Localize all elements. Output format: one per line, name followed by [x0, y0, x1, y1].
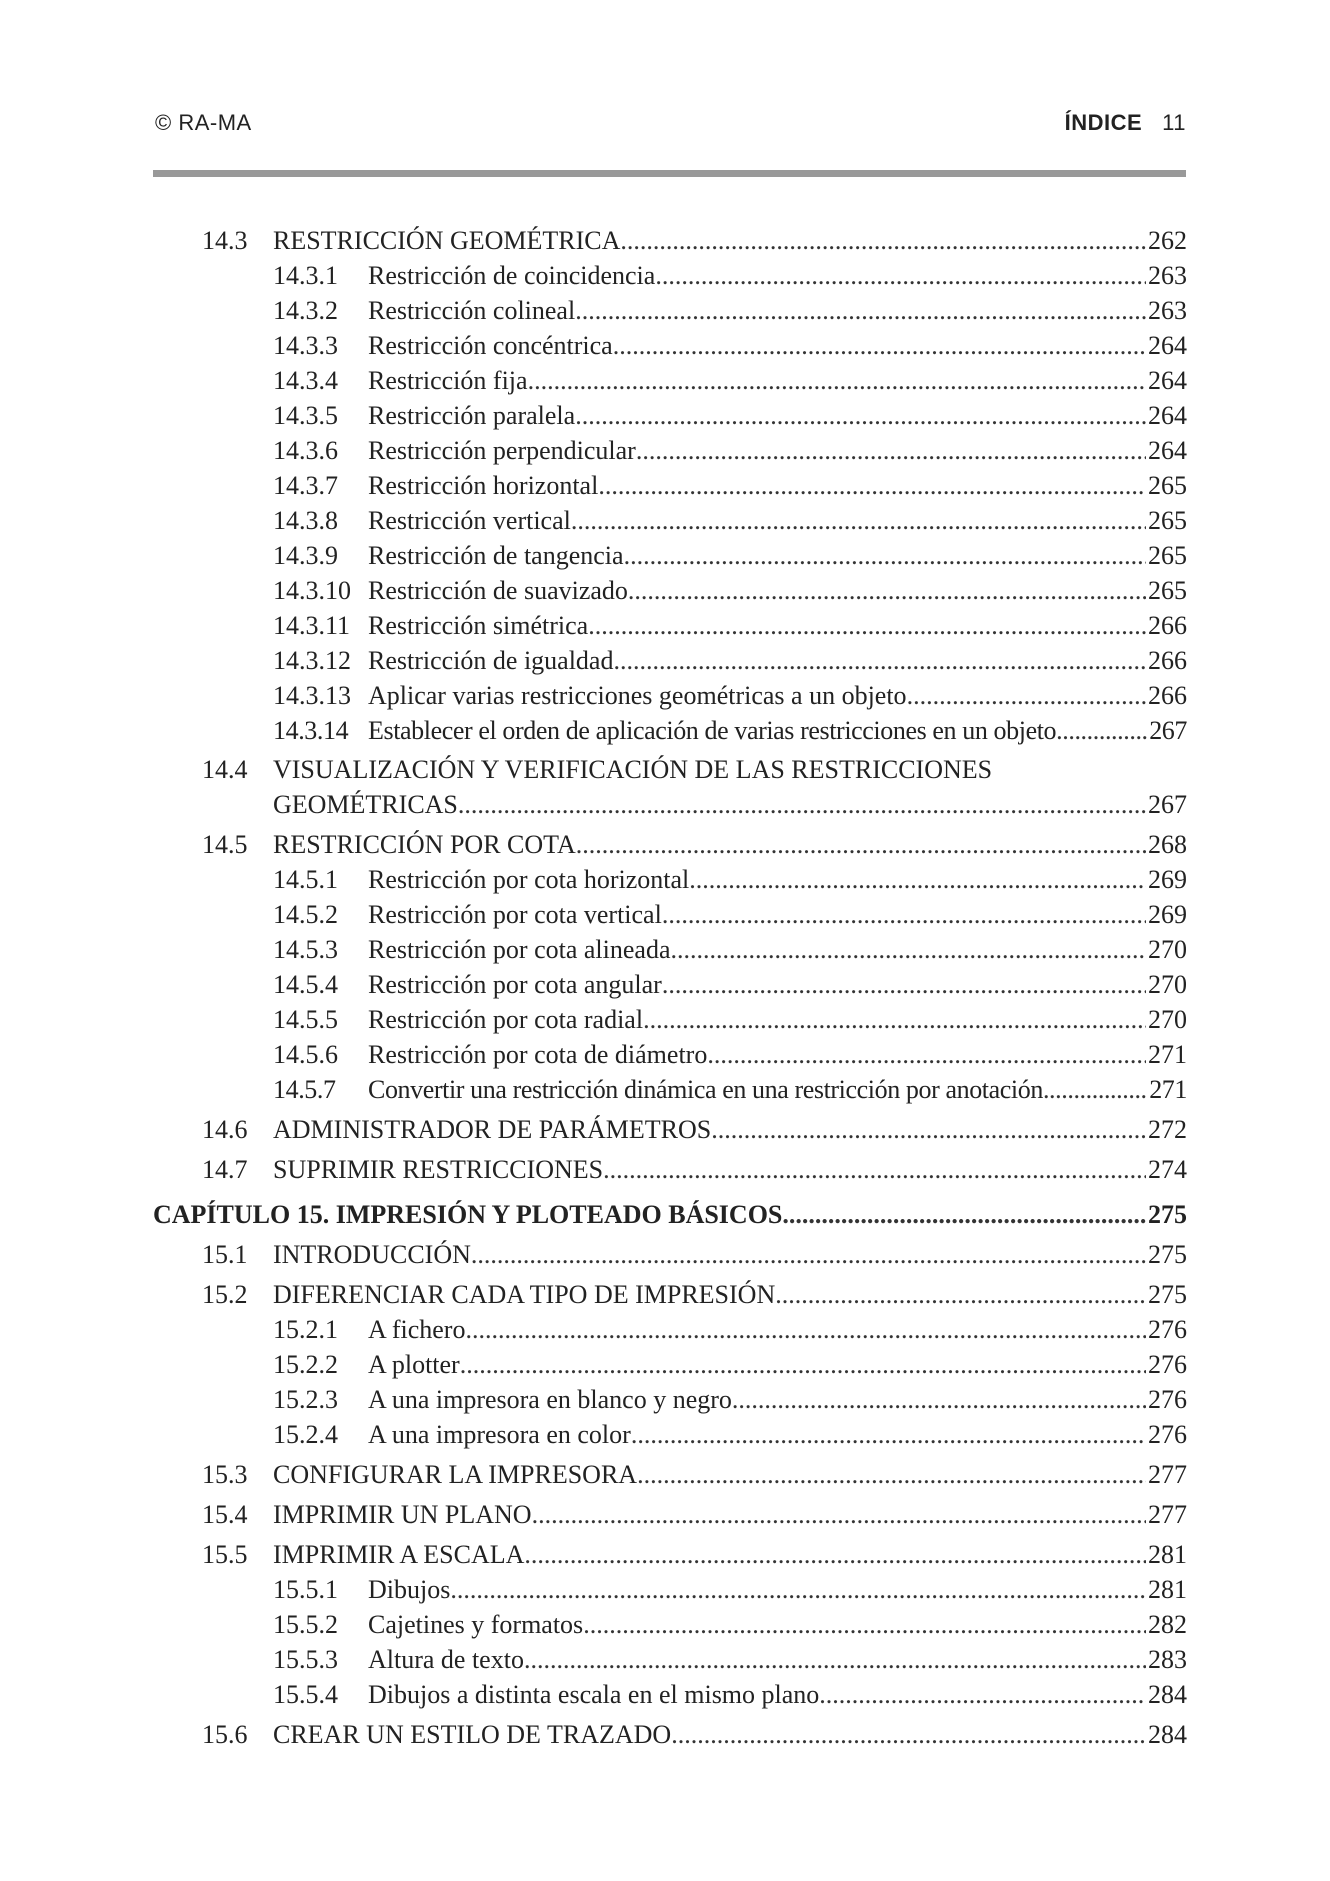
- toc-entry-number: 15.1: [202, 1240, 248, 1269]
- toc-entry-number: 15.6: [202, 1720, 248, 1749]
- toc-entry-number: 14.3.13: [273, 681, 351, 710]
- toc-subsection-entry: [0, 932, 1330, 968]
- toc-entry-title: Restricción de igualdad: [368, 646, 614, 675]
- dot-leader: [576, 827, 1146, 863]
- toc-subsection-entry: [0, 293, 1330, 329]
- toc-entry-title: Restricción vertical: [368, 506, 571, 535]
- toc-entry-number: 14.5.6: [273, 1040, 338, 1069]
- toc-entry-title: Restricción por cota angular: [368, 970, 662, 999]
- dot-leader: [532, 1497, 1146, 1533]
- toc-entry-page: 264: [1148, 401, 1187, 430]
- toc-entry-number: 14.3.8: [273, 506, 338, 535]
- toc-entry-title: Restricción paralela: [368, 401, 576, 430]
- toc-section-entry: [0, 827, 1330, 863]
- toc-subsection-entry: [0, 1417, 1330, 1453]
- toc-subsection-entry: [0, 862, 1330, 898]
- toc-entry-number: 14.4: [202, 755, 248, 784]
- toc-subsection-entry: [0, 1037, 1330, 1073]
- toc-entry-title: A plotter: [368, 1350, 460, 1379]
- dot-leader: [711, 1112, 1146, 1148]
- dot-leader: [775, 1277, 1146, 1313]
- toc-section-entry: [0, 752, 1330, 788]
- toc-entry-page: 264: [1148, 366, 1187, 395]
- toc-entry-title: A fichero: [368, 1315, 466, 1344]
- dot-leader: [450, 1572, 1146, 1608]
- toc-section-entry: [0, 1717, 1330, 1753]
- toc-subsection-entry: [0, 1382, 1330, 1418]
- toc-entry-number: 14.5.2: [273, 900, 338, 929]
- toc-entry-title: Restricción horizontal: [368, 471, 599, 500]
- toc-entry-title: Restricción por cota vertical: [368, 900, 662, 929]
- toc-subsection-entry: [0, 363, 1330, 399]
- toc-entry-title: Restricción de suavizado: [368, 576, 628, 605]
- toc-entry-number: 14.3.11: [273, 611, 351, 640]
- toc-entry-page: 275: [1148, 1280, 1187, 1309]
- toc-entry-number: 14.3.10: [273, 576, 351, 605]
- dot-leader: [689, 862, 1146, 898]
- toc-subsection-entry: [0, 503, 1330, 539]
- running-header-page-number: 11: [1162, 110, 1186, 135]
- toc-entry-number: 14.3.1: [273, 261, 338, 290]
- toc-entry-page: 262: [1148, 226, 1187, 255]
- toc-entry-page: 263: [1148, 261, 1187, 290]
- toc-entry-number: 14.3.12: [273, 646, 351, 675]
- toc-entry-page: 266: [1148, 611, 1187, 640]
- toc-subsection-entry: [0, 1347, 1330, 1383]
- toc-subsection-entry: [0, 1642, 1330, 1678]
- toc-entry-title: Restricción colineal: [368, 296, 576, 325]
- toc-entry-page: 266: [1148, 646, 1187, 675]
- toc-entry-page: 274: [1148, 1155, 1187, 1184]
- toc-entry-page: 283: [1148, 1645, 1187, 1674]
- toc-entry-number: 14.3.2: [273, 296, 338, 325]
- dot-leader: [670, 932, 1146, 968]
- toc-subsection-entry: [0, 967, 1330, 1003]
- toc-subsection-entry: [0, 538, 1330, 574]
- toc-entry-page: 264: [1148, 331, 1187, 360]
- toc-entry-number: 15.2.4: [273, 1420, 338, 1449]
- toc-entry-title: Cajetines y formatos: [368, 1610, 584, 1639]
- toc-entry-page: 265: [1148, 576, 1187, 605]
- dot-leader: [662, 967, 1146, 1003]
- toc-entry-number: 15.2.3: [273, 1385, 338, 1414]
- toc-entry-number: 15.2.2: [273, 1350, 338, 1379]
- toc-subsection-entry: [0, 1677, 1330, 1713]
- toc-section-entry: [0, 1237, 1330, 1273]
- toc-entry-number: 14.3.4: [273, 366, 338, 395]
- dot-leader: [583, 1607, 1146, 1643]
- toc-subsection-entry: [0, 713, 1330, 749]
- toc-entry-title: RESTRICCIÓN GEOMÉTRICA: [273, 226, 621, 255]
- toc-entry-page: 267: [1148, 790, 1187, 819]
- dot-leader: [458, 787, 1146, 823]
- toc-entry-number: 15.2.1: [273, 1315, 338, 1344]
- toc-entry-title: RESTRICCIÓN POR COTA: [273, 830, 576, 859]
- toc-entry-title: DIFERENCIAR CADA TIPO DE IMPRESIÓN: [273, 1280, 776, 1309]
- toc-entry-page: 269: [1148, 900, 1187, 929]
- toc-subsection-entry: [0, 1607, 1330, 1643]
- running-header-publisher: © RA-MA: [155, 110, 252, 135]
- toc-entry-page: 271: [1148, 1040, 1187, 1069]
- toc-entry-title: Dibujos a distinta escala en el mismo plano: [368, 1680, 820, 1709]
- toc-subsection-entry: [0, 608, 1330, 644]
- toc-section-entry: [0, 223, 1330, 259]
- toc-entry-page: 270: [1148, 1005, 1187, 1034]
- dot-leader: [460, 1347, 1146, 1383]
- toc-subsection-entry: [0, 1312, 1330, 1348]
- toc-entry-title: Restricción por cota radial: [368, 1005, 644, 1034]
- toc-section-entry: [0, 1112, 1330, 1148]
- toc-subsection-entry: [0, 398, 1330, 434]
- toc-entry-title: Restricción simétrica: [368, 611, 589, 640]
- toc-entry-title: Restricción de coincidencia: [368, 261, 656, 290]
- toc-subsection-entry: [0, 468, 1330, 504]
- header-rule: [153, 170, 1186, 177]
- toc-entry-page: 265: [1148, 541, 1187, 570]
- toc-subsection-entry: [0, 643, 1330, 679]
- dot-leader: [636, 433, 1146, 469]
- toc-entry-page: 270: [1148, 935, 1187, 964]
- toc-entry-number: 14.3.6: [273, 436, 338, 465]
- dot-leader: [671, 1717, 1146, 1753]
- toc-entry-page: 276: [1148, 1420, 1187, 1449]
- toc-entry-number: 14.7: [202, 1155, 248, 1184]
- toc-subsection-entry: [0, 897, 1330, 933]
- toc-entry-title: VISUALIZACIÓN Y VERIFICACIÓN DE LAS RESTRICCIONES: [273, 755, 993, 784]
- toc-entry-page: 277: [1148, 1500, 1187, 1529]
- toc-entry-number: 15.2: [202, 1280, 248, 1309]
- toc-subsection-entry: [0, 328, 1330, 364]
- toc-entry-number: 15.5: [202, 1540, 248, 1569]
- toc-entry-number: 14.6: [202, 1115, 248, 1144]
- toc-entry-number: 14.3.14: [273, 716, 349, 745]
- dot-leader: [624, 538, 1146, 574]
- toc-entry-page: 265: [1148, 506, 1187, 535]
- toc-entry-title: Aplicar varias restricciones geométricas a un objeto: [368, 681, 907, 710]
- toc-entry-title: Restricción fija: [368, 366, 528, 395]
- running-header-right: [1065, 110, 1186, 136]
- dot-leader: [575, 398, 1146, 434]
- toc-subsection-entry: [0, 258, 1330, 294]
- toc-subsection-entry: [0, 1072, 1330, 1108]
- toc-entry-page: 270: [1148, 970, 1187, 999]
- toc-section-entry: [0, 1497, 1330, 1533]
- dot-leader: [620, 223, 1146, 259]
- dot-leader: [524, 1642, 1146, 1678]
- dot-leader: [655, 258, 1146, 294]
- toc-entry-title-line-2: GEOMÉTRICAS: [273, 790, 458, 819]
- toc-entry-title: Altura de texto: [368, 1645, 524, 1674]
- toc-entry-number: 14.5.5: [273, 1005, 338, 1034]
- toc-entry-number: 15.3: [202, 1460, 248, 1489]
- toc-subsection-entry: [0, 573, 1330, 609]
- dot-leader: [613, 643, 1146, 679]
- dot-leader: [613, 328, 1146, 364]
- dot-leader: [732, 1382, 1146, 1418]
- toc-entry-number: 14.5: [202, 830, 248, 859]
- toc-entry-page: 277: [1148, 1460, 1187, 1489]
- dot-leader: [528, 363, 1146, 399]
- toc-entry-number: 14.5.1: [273, 865, 338, 894]
- dot-leader: [524, 1537, 1146, 1573]
- toc-entry-title: Convertir una restricción dinámica en una restricción por anotación: [368, 1075, 1043, 1104]
- dot-leader: [643, 1002, 1146, 1038]
- toc-entry-page: 282: [1148, 1610, 1187, 1639]
- toc-entry-title: INTRODUCCIÓN: [273, 1240, 471, 1269]
- toc-entry-title: ADMINISTRADOR DE PARÁMETROS: [273, 1115, 712, 1144]
- toc-entry-title: Restricción por cota alineada: [368, 935, 671, 964]
- toc-entry-number: 14.5.3: [273, 935, 338, 964]
- toc-entry-page: 281: [1148, 1540, 1187, 1569]
- dot-leader: [575, 293, 1146, 329]
- toc-entry-page: 276: [1148, 1385, 1187, 1414]
- toc-chapter-title: CAPÍTULO 15. IMPRESIÓN Y PLOTEADO BÁSICOS: [153, 1200, 783, 1229]
- toc-entry-page: 284: [1148, 1720, 1187, 1749]
- dot-leader: [571, 503, 1146, 539]
- toc-section-entry: [0, 1152, 1330, 1188]
- toc-subsection-entry: [0, 1572, 1330, 1608]
- toc-entry-number: 14.5.4: [273, 970, 338, 999]
- toc-subsection-entry: [0, 433, 1330, 469]
- running-header-section: ÍNDICE: [1064, 110, 1143, 135]
- dot-leader: [628, 573, 1146, 609]
- toc-section-entry-continuation: [0, 787, 1330, 823]
- toc-entry-page: 271: [1149, 1075, 1187, 1104]
- toc-entry-title: Dibujos: [368, 1575, 451, 1604]
- toc-entry-number: 15.5.4: [273, 1680, 338, 1709]
- toc-entry-page: 265: [1148, 471, 1187, 500]
- dot-leader: [1056, 713, 1147, 749]
- toc-entry-page: 268: [1148, 830, 1187, 859]
- toc-entry-title: IMPRIMIR A ESCALA: [273, 1540, 525, 1569]
- toc-entry-title: Restricción concéntrica: [368, 331, 613, 360]
- toc-entry-number: 14.3: [202, 226, 248, 255]
- dot-leader: [465, 1312, 1146, 1348]
- toc-entry-page: 269: [1148, 865, 1187, 894]
- toc-entry-number: 14.3.5: [273, 401, 338, 430]
- toc-entry-page: 276: [1148, 1350, 1187, 1379]
- dot-leader: [631, 1417, 1146, 1453]
- toc-entry-page: 264: [1148, 436, 1187, 465]
- dot-leader: [603, 1152, 1146, 1188]
- dot-leader: [819, 1677, 1146, 1713]
- toc-entry-title: Restricción de tangencia: [368, 541, 624, 570]
- toc-section-entry: [0, 1457, 1330, 1493]
- toc-entry-title: Restricción por cota horizontal: [368, 865, 690, 894]
- toc-section-entry: [0, 1537, 1330, 1573]
- dot-leader: [907, 678, 1146, 714]
- toc-entry-page: 267: [1149, 716, 1187, 745]
- toc-entry-title: CREAR UN ESTILO DE TRAZADO: [273, 1720, 672, 1749]
- dot-leader: [471, 1237, 1146, 1273]
- toc-entry-page: 275: [1148, 1240, 1187, 1269]
- dot-leader: [662, 897, 1146, 933]
- toc-entry-title: Establecer el orden de aplicación de varias restricciones en un objeto: [368, 716, 1057, 745]
- toc-entry-title: IMPRIMIR UN PLANO: [273, 1500, 532, 1529]
- toc-entry-title: Restricción por cota de diámetro: [368, 1040, 708, 1069]
- dot-leader: [707, 1037, 1146, 1073]
- toc-entry-number: 14.3.3: [273, 331, 338, 360]
- toc-entry-title: Restricción perpendicular: [368, 436, 636, 465]
- toc-entry-number: 15.4: [202, 1500, 248, 1529]
- toc-entry-title: SUPRIMIR RESTRICCIONES: [273, 1155, 604, 1184]
- toc-entry-number: 15.5.2: [273, 1610, 338, 1639]
- toc-entry-page: 281: [1148, 1575, 1187, 1604]
- toc-entry-page: 284: [1148, 1680, 1187, 1709]
- toc-entry-number: 14.5.7: [273, 1075, 336, 1104]
- toc-entry-page: 272: [1148, 1115, 1187, 1144]
- toc-entry-title: CONFIGURAR LA IMPRESORA: [273, 1460, 638, 1489]
- toc-entry-page: 276: [1148, 1315, 1187, 1344]
- toc-entry-number: 14.3.7: [273, 471, 338, 500]
- dot-leader: [637, 1457, 1146, 1493]
- toc-section-entry: [0, 1277, 1330, 1313]
- toc-entry-title: A una impresora en blanco y negro: [368, 1385, 732, 1414]
- toc-entry-page: 263: [1148, 296, 1187, 325]
- dot-leader: [588, 608, 1146, 644]
- toc-subsection-entry: [0, 678, 1330, 714]
- toc-entry-page: 275: [1148, 1200, 1187, 1229]
- toc-entry-page: 266: [1148, 681, 1187, 710]
- toc-chapter-entry: [0, 1197, 1330, 1233]
- toc-entry-title: A una impresora en color: [368, 1420, 631, 1449]
- toc-entry-number: 14.3.9: [273, 541, 338, 570]
- dot-leader: [782, 1197, 1146, 1233]
- toc-subsection-entry: [0, 1002, 1330, 1038]
- toc-entry-number: 15.5.1: [273, 1575, 338, 1604]
- dot-leader: [598, 468, 1146, 504]
- dot-leader: [1043, 1072, 1147, 1108]
- toc-entry-number: 15.5.3: [273, 1645, 338, 1674]
